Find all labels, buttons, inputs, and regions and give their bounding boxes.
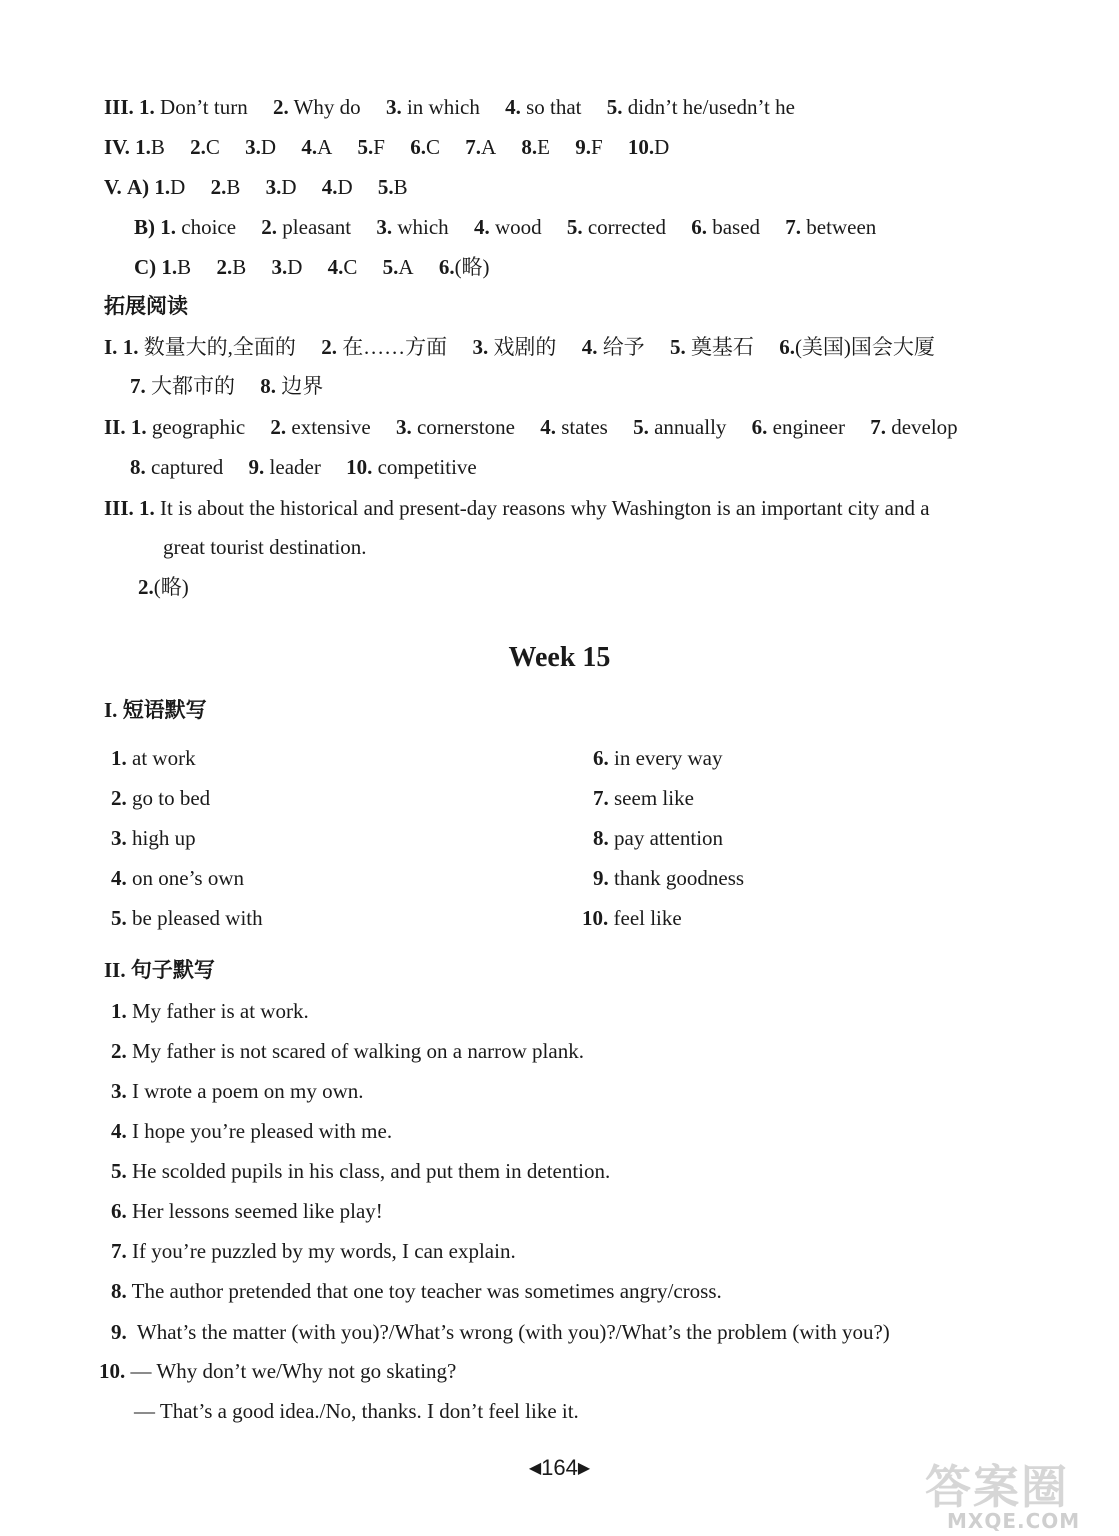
phrase-item: 7. seem like [593,786,694,810]
dialogue-line: — Why don’t we/Why not go skating? [130,1359,457,1383]
subsection-label: C) [134,255,157,279]
answer-item: 8. 边界 [260,374,324,398]
answer-item: 2.B [216,255,247,279]
ext-row-ii-2 [130,453,477,481]
sentence-item: 2. My father is not scared of walking on a narrow plank. [111,1039,584,1063]
answer-item: 9. leader [248,455,321,479]
answer-item: 7. develop [870,415,958,439]
phrase-item: 3. high up [111,826,196,850]
answer-item: 6.(美国)国会大厦 [779,335,935,359]
section-label: III. [104,95,134,119]
answer-text: (略) [153,575,189,599]
answer-item: 10. competitive [346,455,477,479]
answer-item: 4. states [540,415,608,439]
answer-item: 4. so that [505,95,582,119]
answer-item: 1.B [161,255,192,279]
ext-row-i-1 [104,333,935,361]
sentence-item: 9. What’s the matter (with you)?/What’s wrong (with you)?/What’s the problem (with you?) [111,1320,890,1344]
phrase-item: 1. at work [111,746,196,770]
answer-item: 8. captured [130,455,224,479]
answer-item: 8.E [521,135,550,159]
answer-item: 3.D [271,255,303,279]
section-label: I. [104,335,118,359]
item-number: 1. [139,496,155,520]
phrase-item: 9. thank goodness [593,866,745,890]
item-number: 2. [138,575,154,599]
phrase-item: 10. feel like [582,906,682,930]
answer-item: 2. Why do [272,95,361,119]
answer-item: 9.F [575,135,603,159]
answer-item: 5. didn’t he/usedn’t he [606,95,795,119]
answer-text-continuation: great tourist destination. [163,535,367,559]
answer-item: 1.D [154,175,186,199]
ext-row-i-2 [130,372,323,400]
answer-item: 6.(略) [438,255,490,279]
ext-row-ii-1 [104,413,958,441]
sentence-item: 7. If you’re puzzled by my words, I can explain. [111,1239,516,1263]
answer-item: 4. wood [473,215,542,239]
answer-item: 6.C [410,135,440,159]
answer-item: 2. pleasant [261,215,352,239]
answer-row-v-a [104,173,408,201]
answer-item: 1. choice [160,215,237,239]
dialogue-line: — That’s a good idea./No, thanks. I don’t feel like it. [134,1399,579,1423]
subsection-label: B) [134,215,155,239]
section-heading-extended-reading: 拓展阅读 [104,294,188,318]
section-label: II. [104,415,126,439]
answer-item: 1.B [135,135,165,159]
answer-item: 4.A [301,135,333,159]
page-number-value: 164 [541,1455,578,1480]
answer-row-iv [104,133,669,161]
ext-row-iii-2 [138,573,189,601]
left-arrow-icon: ◀ [528,1460,542,1477]
week-title: Week 15 [508,642,611,673]
answer-item: 5.A [382,255,414,279]
answer-item: 7. 大都市的 [130,374,235,398]
answer-item: 2.B [210,175,241,199]
sentence-item: 4. I hope you’re pleased with me. [111,1119,393,1143]
answer-item: 1. geographic [130,415,246,439]
answer-item: 2. extensive [270,415,371,439]
answer-row-v-c [134,253,490,281]
section-heading-sentences: II. 句子默写 [104,958,215,982]
answer-item: 2. 在……方面 [321,335,448,359]
answer-item: 5. corrected [566,215,666,239]
sentence-item: 3. I wrote a poem on my own. [111,1079,364,1103]
sentence-item: 5. He scolded pupils in his class, and put them in detention. [111,1159,611,1183]
watermark-url: MXQE.COM [947,1509,1081,1533]
phrase-item: 8. pay attention [593,826,724,850]
answer-item: 3. cornerstone [395,415,515,439]
answer-item: 6. based [691,215,761,239]
phrase-item: 6. in every way [593,746,723,770]
answer-item: 10.D [627,135,670,159]
answer-item: 3.D [245,135,277,159]
answer-row-v-b [134,213,876,241]
right-arrow-icon: ▶ [577,1460,591,1477]
answer-item: 4.C [327,255,358,279]
answer-item: 4.D [321,175,353,199]
sentence-item: 6. Her lessons seemed like play! [111,1199,383,1223]
subsection-label: A) [126,175,150,199]
section-label: V. [104,175,122,199]
phrase-item: 2. go to bed [111,786,211,810]
answer-item: 7. between [785,215,877,239]
watermark-text: 答案圈 [925,1460,1069,1514]
answer-item: 5. annually [633,415,727,439]
watermark-logo [925,1462,1111,1532]
answer-item: 5.F [357,135,385,159]
answer-item: 6. engineer [751,415,845,439]
answer-text: It is about the historical and present-day reasons why Washington is an important city and a [160,496,930,520]
section-label: III. [104,496,134,520]
answer-item: 4. 给予 [581,335,645,359]
answer-item: 1. Don’t turn [139,95,248,119]
answer-item: 1. 数量大的,全面的 [122,335,296,359]
item-number: 10. [99,1359,126,1383]
answer-item: 7.A [465,135,497,159]
section-heading-phrases: I. 短语默写 [104,698,207,722]
answer-item: 2.C [190,135,220,159]
phrase-item: 5. be pleased with [111,906,263,930]
answer-item: 5.B [377,175,408,199]
sentence-item-dialogue [99,1357,456,1385]
answer-item: 3. 戏剧的 [472,335,557,359]
answer-item: 3. which [376,215,449,239]
section-label: IV. [104,135,130,159]
answer-item: 5. 奠基石 [669,335,754,359]
sentence-item: 8. The author pretended that one toy teacher was sometimes angry/cross. [111,1279,722,1303]
answer-item: 3.D [265,175,297,199]
answer-item: 3. in which [385,95,480,119]
phrase-item: 4. on one’s own [111,866,244,890]
answer-row-iii [104,93,795,121]
ext-row-iii-1 [104,494,930,522]
sentence-item: 1. My father is at work. [111,999,309,1023]
